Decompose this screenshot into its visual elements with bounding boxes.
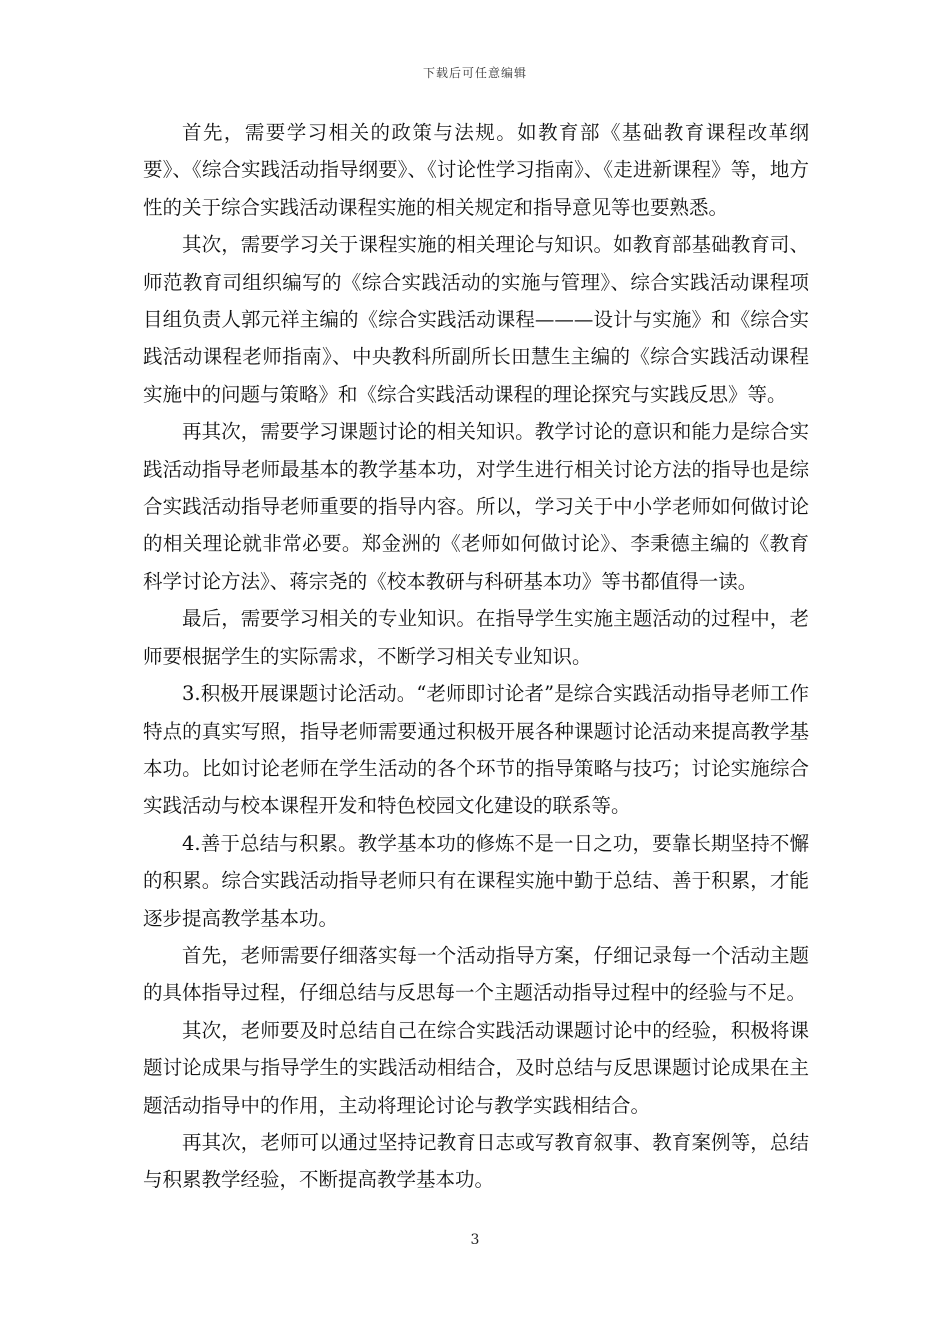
paragraph-teaching-journal: 再其次，老师可以通过坚持记教育日志或写教育叙事、教育案例等，总结与积累教学经验，不断提高教学基本功。 xyxy=(143,1130,809,1192)
page-number: 3 xyxy=(470,1232,480,1248)
paragraph-research-activities: 3.积极开展课题讨论活动。“老师即讨论者”是综合实践活动指导老师工作特点的真实写照，指导老师需要通过积极开展各种课题讨论活动来提高教学基本功。比如讨论老师在学生活动的各个环节的指导策略与技巧；讨论实施综合实践活动与校本课程开发和特色校园文化建设的联系等。 xyxy=(143,682,809,818)
paragraph-implement-plans: 首先，老师需要仔细落实每一个活动指导方案，仔细记录每一个活动主题的具体指导过程，仔细总结与反思每一个主题活动指导过程中的经验与不足。 xyxy=(143,943,809,1005)
paragraph-summary-accumulation: 4.善于总结与积累。教学基本功的修炼不是一日之功，要靠长期坚持不懈的积累。综合实践活动指导老师只有在课程实施中勤于总结、善于积累，才能逐步提高教学基本功。 xyxy=(143,831,809,930)
paragraph-summarize-experience: 其次，老师要及时总结自己在综合实践活动课题讨论中的经验，积极将课题讨论成果与指导学生的实践活动相结合，及时总结与反思课题讨论成果在主题活动指导中的作用，主动将理论讨论与教学实践相结合。 xyxy=(143,1018,809,1117)
paragraph-research-knowledge: 再其次，需要学习课题讨论的相关知识。教学讨论的意识和能力是综合实践活动指导老师最基本的教学基本功，对学生进行相关讨论方法的指导也是综合实践活动指导老师重要的指导内容。所以，学习关于中小学老师如何做讨论的相关理论就非常必要。郑金洲的《老师如何做讨论》、李秉德主编的《教育科学讨论方法》、蒋宗尧的《校本教研与科研基本功》等书都值得一读。 xyxy=(143,420,809,593)
paragraph-professional-knowledge: 最后，需要学习相关的专业知识。在指导学生实施主题活动的过程中，老师要根据学生的实际需求，不断学习相关专业知识。 xyxy=(143,607,809,668)
paragraph-theory-study: 其次，需要学习关于课程实施的相关理论与知识。如教育部基础教育司、师范教育司组织编写的《综合实践活动的实施与管理》、综合实践活动课程项目组负责人郭元祥主编的《综合实践活动课程———设计与实施》和《综合实践活动课程老师指南》、中央教科所副所长田慧生主编的《综合实践活动课程实施中的问题与策略》和《综合实践活动课程的理论探究与实践反思》等。 xyxy=(143,233,809,406)
document-body xyxy=(143,114,809,1199)
paragraph-policy-study: 首先，需要学习相关的政策与法规。如教育部《基础教育课程改革纲要》、《综合实践活动指导纲要》、《讨论性学习指南》、《走进新课程》等，地方性的关于综合实践活动课程实施的相关规定和指导意见等也要熟悉。 xyxy=(143,121,809,219)
page-header: 下载后可任意编辑 xyxy=(422,66,527,80)
